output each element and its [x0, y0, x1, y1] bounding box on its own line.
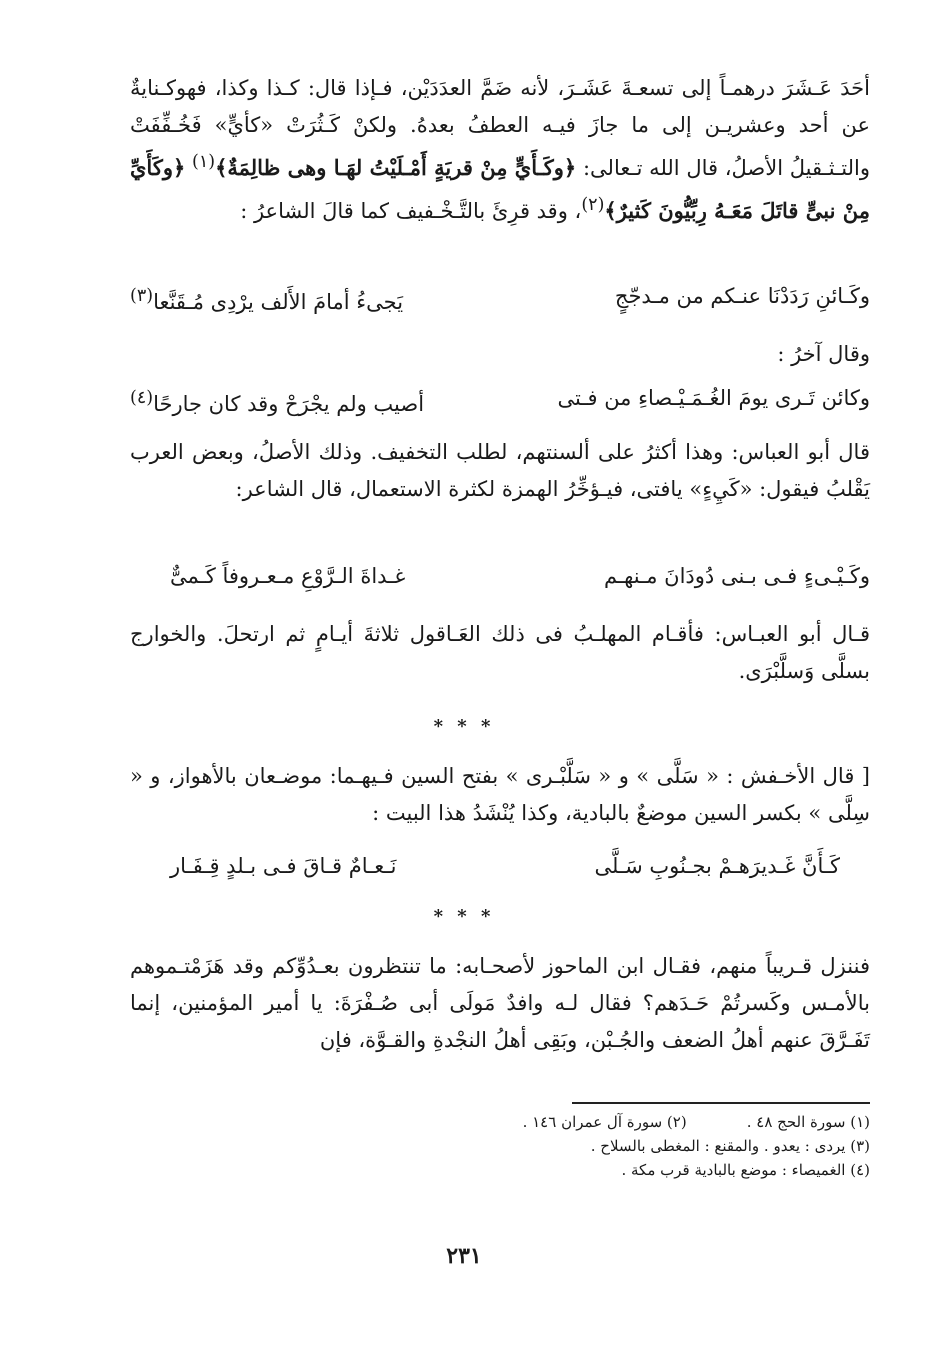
footnote-2: (٢) سورة آل عمران ١٤٦ . [522, 1113, 687, 1131]
hemistich-second [130, 378, 424, 424]
paragraph-kam-kinaya [130, 70, 870, 230]
quran-verse-imran: ﴿وكَأَيِّ مِنْ نبىٍّ قاتَلَ مَعَـهُ رِبِّيُّونَ كَثيرٌ﴾ [130, 155, 870, 223]
footnote-row [300, 1134, 870, 1158]
poetry-verse-2 [130, 378, 870, 418]
paragraph-text: وقال آخرُ : [777, 342, 870, 366]
quran-verse-hajj: ﴿وكَـأَيٍّ مِنْ قريَةٍ أَمْـلَيْتُ لهَـا وهى ظالِمَةٌ﴾ [215, 155, 577, 180]
footnote-4: (٤) الغميصاء : موضع بالبادية قرب مكة . [621, 1161, 870, 1179]
paragraph-text: فننزل قـريباً منهم، فقـال ابن الماحوز لأصحـابه: ما تنتظرون بعـدُوِّكم وقد هَزَمْتـموهم بالأمـس وكَسرتُمْ حَـدَهم؟ فقال لـه وافدٌ مَولَى أبى صُـفْرَةَ: يا أمير المؤمنين، إنما تَفَـرَّقَ عنهم أهلُ الضعف والجُـبْن، وبَقِى أهلُ النجْدةِ والقـوَّة، فإن [130, 954, 870, 1052]
paragraph-akhfash [130, 758, 870, 832]
paragraph-text: [ قال الأخـفش : « سَلَّى » و « سَلَّبْـرى » بفتح السين فـيهـما: موضـعان بالأهواز، و « سِلَّى » بكسر السين موضعٌ بالبادية، وكذا يُنْشَدُ هذا البيت : [130, 764, 870, 825]
footnote-ref-4: (٤) [130, 388, 154, 408]
section-separator: * * * [433, 716, 495, 737]
poetry-verse-3 [130, 556, 870, 596]
hemistich-first: وكَـائنِ رَدَدْنَا عنـكم من مـدجّجٍ [614, 284, 870, 308]
footnote-ref-1: (١) [192, 152, 216, 172]
section-separator: * * * [433, 906, 495, 927]
footnote-ref-2: (٢) [581, 195, 605, 215]
hemistich-second: نَـعـامٌ قـاقَ فـى بـلدٍ قِـفَـار [170, 854, 397, 878]
hemistich-first: كَـأَنَّ غَـديرَهـمْ بجـنُوبِ سَـلَّى [594, 854, 840, 878]
poetry-verse-1 [130, 276, 870, 316]
hemistich-first: وكائن تَـرى يومَ الغُـمَـيْـصاءِ من فـتى [557, 386, 870, 410]
paragraph-another-poet [130, 336, 870, 373]
footnote-1: (١) سورة الحج ٤٨ . [746, 1113, 870, 1131]
paragraph-text: قـال أبو العبـاس: فأقـام المهلـبُ فى ذلك العَـاقول ثلاثةَ أيـامٍ ثم ارتحلَ. والخوارج بسلَّى وَسلَّبْرَى. [130, 622, 870, 683]
footnotes [300, 1110, 870, 1182]
footnote-row [300, 1110, 870, 1134]
poetry-verse-4 [130, 846, 870, 886]
page-number: ٢٣١ [446, 1243, 482, 1269]
footnote-divider [572, 1102, 870, 1104]
paragraph-text: أحَدَ عَـشَرَ درهمـاً إلى تسعـةَ عَشَـرَ، لأنه ضَمَّ العدَدَيْن، فـإذا قال: كـذا وكذا، فهوكـنايةٌ عن أحد وعشريـن إلى ما جازَ فيـه العطفُ بعدهُ. ولكنْ كَـثُرَتْ «كأيٍّ» فَخُـفِّفَتْ والتـثـقيلُ الأصلُ، قال الله تـعالى: [130, 76, 870, 180]
paragraph-abu-abbas-1 [130, 434, 870, 508]
paragraph-text: قال أبو العباس: وهذا أكثرُ على ألسنتهم، لطلب التخفيف. وذلك الأصلُ، وبعض العرب يَقْلبُ فيقول: «كَيِءٍ» يافتى، فيـؤخِّرُ الهمزة لكثرة الاستعمال، قال الشاعر: [130, 440, 870, 501]
paragraph-ibn-mahuz [130, 948, 870, 1059]
paragraph-abu-abbas-2 [130, 616, 870, 690]
footnote-ref-3: (٣) [130, 286, 154, 306]
paragraph-text-end: ، وقد قرِئَ بالتَّـخْـفيف كما قالَ الشاعرُ : [240, 199, 582, 223]
hemistich-first: وكَـيْـىءٍ فـى بـنى دُودَانَ مـنهـم [603, 564, 870, 588]
hemistich-second [130, 276, 403, 322]
hemistich-second: غـداةَ الـرَّوْعِ مـعـروفاً كَـمىٌّ [170, 564, 406, 588]
footnote-row [300, 1158, 870, 1182]
hemistich-second-text: يَجىءُ أمامَ الأَلف يرْدِى مُـقَنَّعا [153, 290, 404, 314]
footnote-3: (٣) يردى : يعدو . والمقنع : المغطى بالسلاح . [590, 1137, 870, 1155]
hemistich-second-text: أصيب ولم يجْرَحْ وقد كان جارحًا [153, 392, 425, 416]
